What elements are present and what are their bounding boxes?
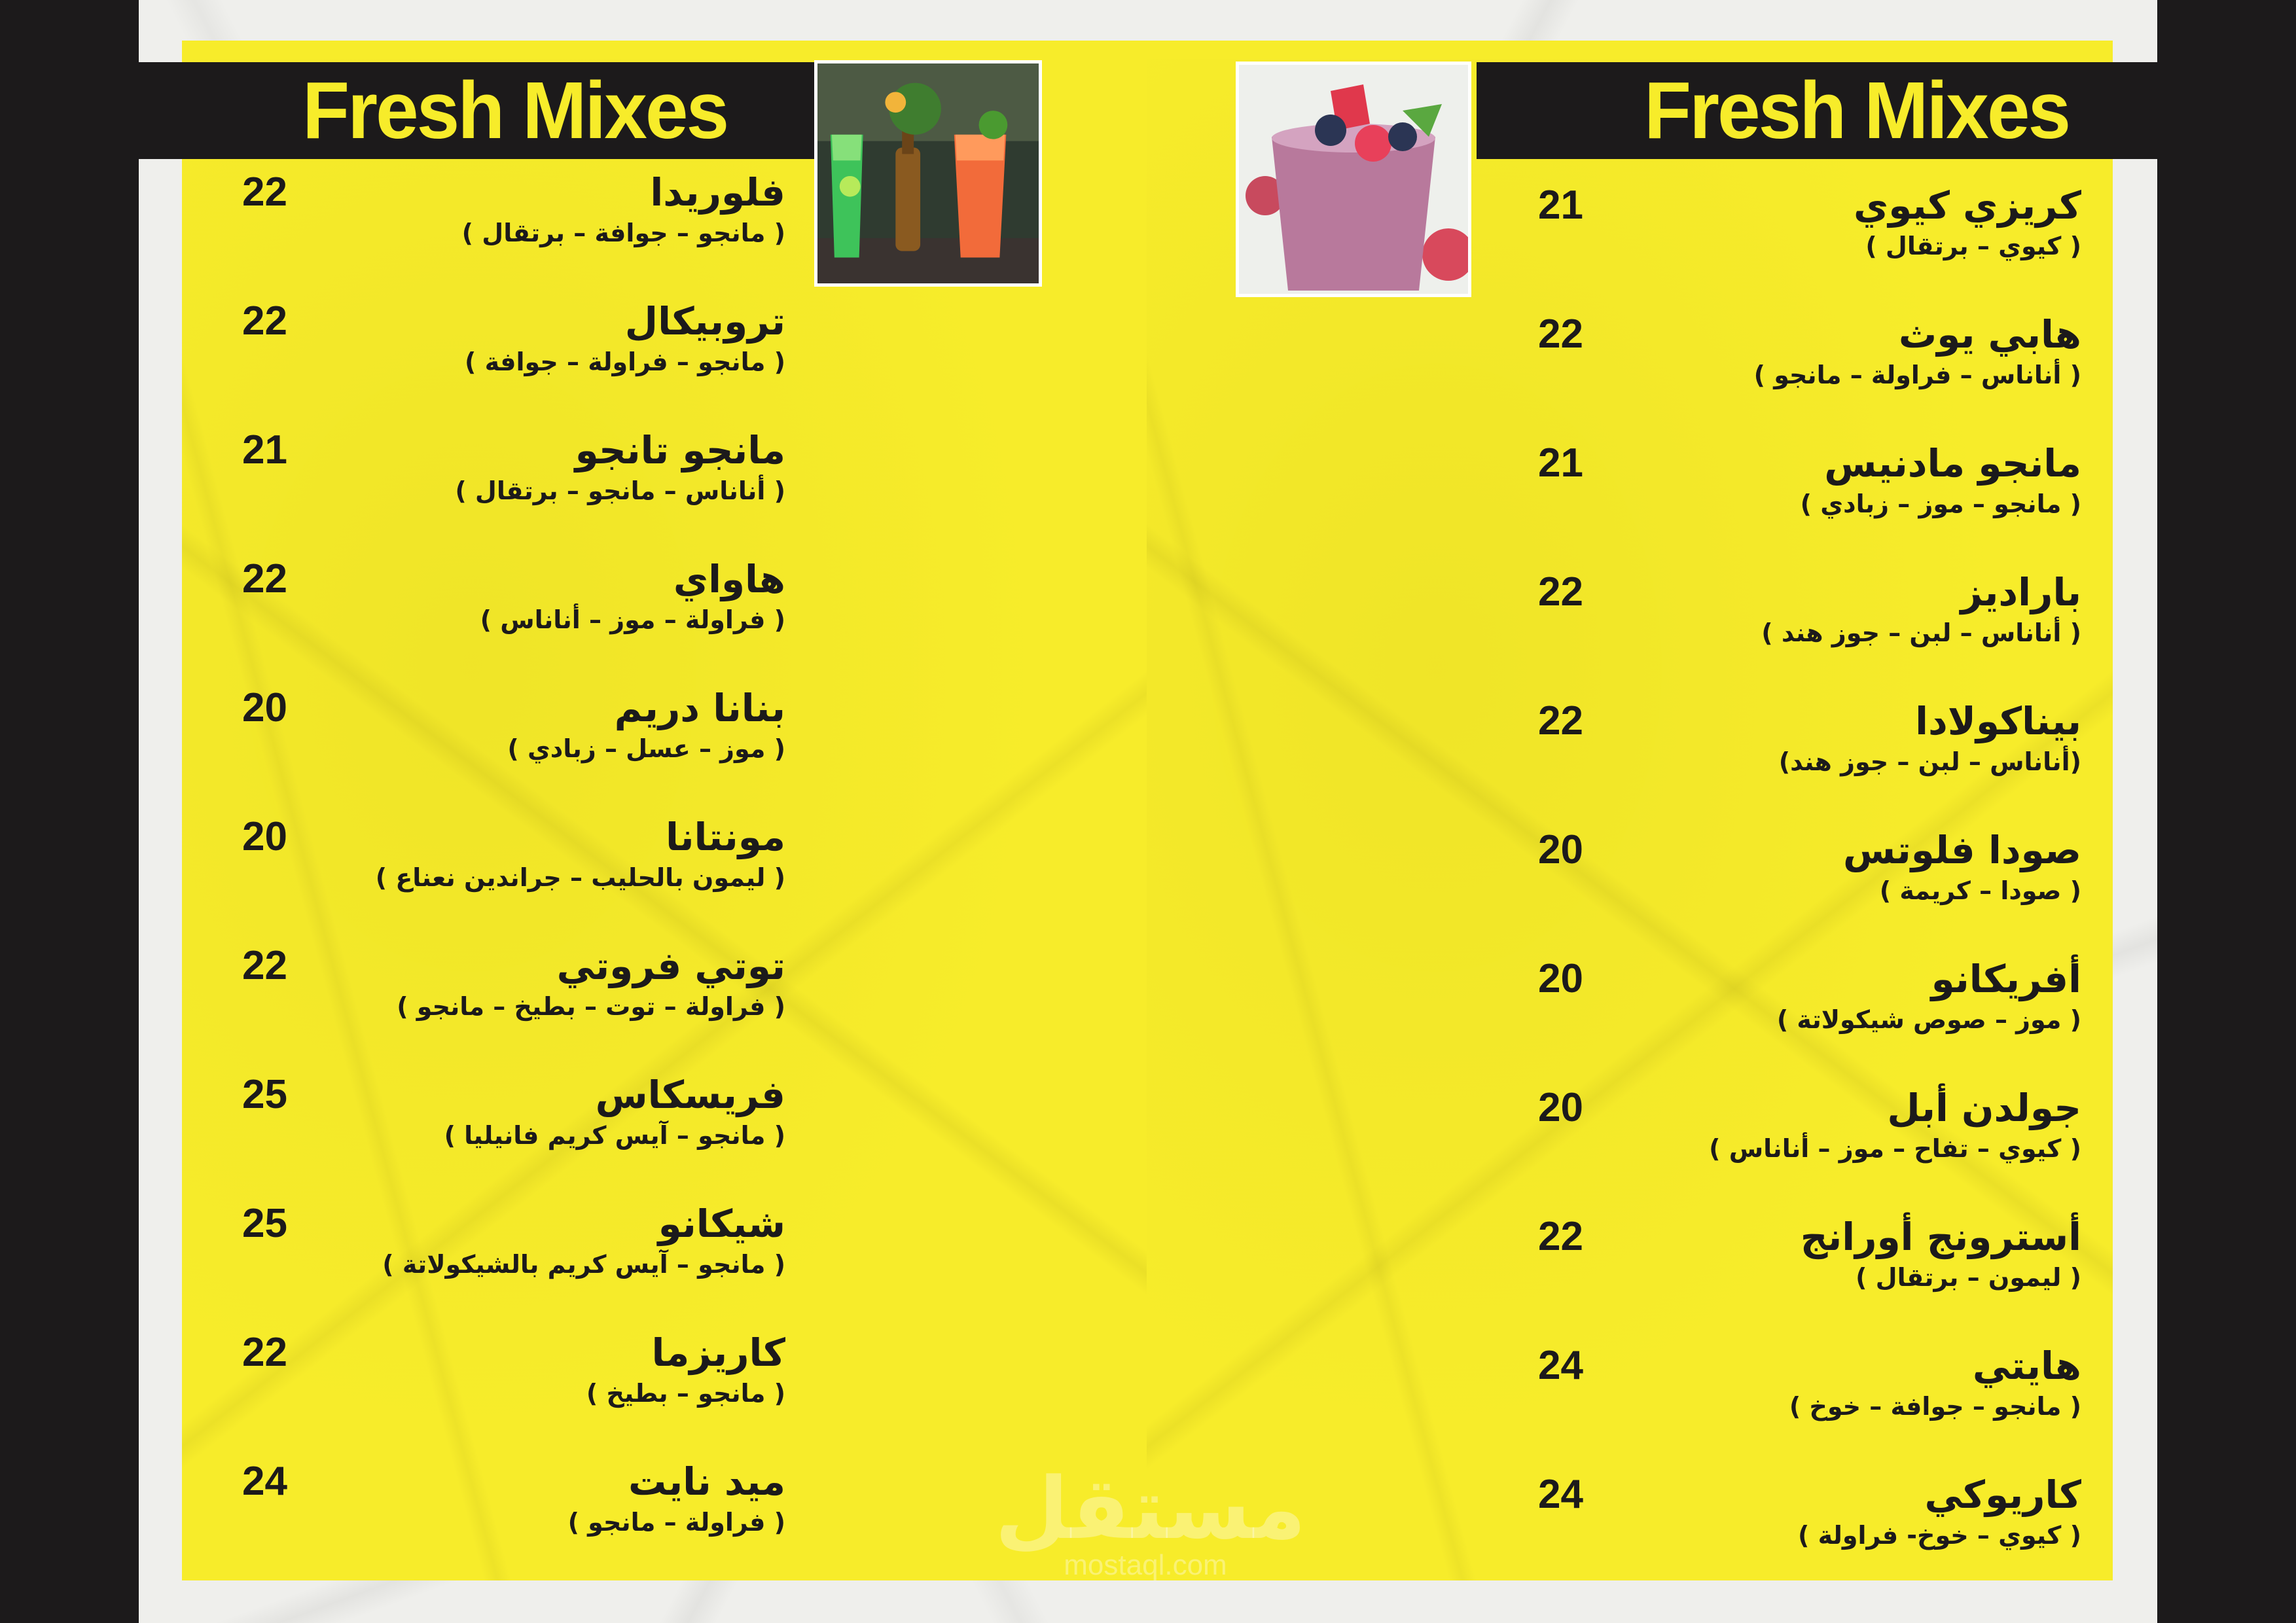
item-description: ( فراولة – موز – أناناس ) xyxy=(480,605,785,634)
item-name: أسترونج أورانج xyxy=(1800,1215,2081,1259)
drinks-photo xyxy=(814,60,1042,287)
menu-item xyxy=(223,1332,785,1417)
menu-item xyxy=(1518,571,2081,656)
item-description: ( مانجو – آيس كريم بالشيكولاتة ) xyxy=(382,1250,785,1279)
menu-item xyxy=(223,429,785,514)
item-price: 21 xyxy=(1538,183,1583,228)
right-header-bar xyxy=(1477,62,2157,159)
item-price: 22 xyxy=(1538,312,1583,357)
item-name: مونتانا xyxy=(665,815,785,859)
item-name: هاواي xyxy=(673,557,785,601)
item-name: كريزي كيوي xyxy=(1854,183,2081,228)
menu-item xyxy=(1518,185,2081,270)
item-description: ( كيوي – خوخ- فراولة ) xyxy=(1798,1521,2081,1550)
item-description: ( أناناس – فراولة – مانجو ) xyxy=(1753,361,2081,389)
item-price: 25 xyxy=(242,1072,287,1117)
item-name: تروبيكال xyxy=(624,299,785,344)
menu-item xyxy=(1518,313,2081,399)
left-header-bar xyxy=(139,62,816,159)
menu-item xyxy=(1518,1216,2081,1301)
item-price: 25 xyxy=(242,1201,287,1246)
item-name: فلوريدا xyxy=(650,170,785,215)
menu-item xyxy=(1518,1345,2081,1430)
berry-smoothie-photo xyxy=(1236,62,1471,297)
item-price: 22 xyxy=(242,1330,287,1375)
item-name: بيناكولادا xyxy=(1915,699,2081,743)
item-name: فريسكاس xyxy=(595,1073,785,1117)
item-name: جولدن أبل xyxy=(1887,1086,2081,1130)
top-yellow-strip xyxy=(182,41,2113,59)
item-description: ( مانجو – فراولة – جوافة ) xyxy=(464,348,785,376)
item-price: 21 xyxy=(242,427,287,473)
item-price: 20 xyxy=(1538,956,1583,1001)
item-description: ( مانجو – جوافة – خوخ ) xyxy=(1789,1392,2081,1421)
menu-item xyxy=(1518,829,2081,914)
menu-item xyxy=(223,687,785,772)
item-description: ( كيوي – تفاح – موز – أناناس ) xyxy=(1709,1134,2081,1163)
item-description: ( فراولة – توت – بطيخ – مانجو ) xyxy=(397,992,785,1021)
item-name: مانجو مادنيس xyxy=(1824,441,2081,486)
item-name: مانجو تانجو xyxy=(575,428,785,473)
item-name: هابي يوث xyxy=(1898,312,2081,357)
item-description: ( أناناس – مانجو – برتقال ) xyxy=(455,476,785,505)
menu-item xyxy=(223,1461,785,1546)
item-description: ( فراولة – مانجو ) xyxy=(567,1508,785,1537)
item-price: 20 xyxy=(242,814,287,859)
item-description: ( موز – صوص شيكولاتة ) xyxy=(1776,1005,2081,1034)
item-description: ( موز – عسل – زبادي ) xyxy=(507,734,785,763)
watermark-latin: mostaql.com xyxy=(1064,1549,1227,1581)
item-name: كاريزما xyxy=(651,1330,785,1375)
item-price: 24 xyxy=(242,1459,287,1504)
item-description: ( ليمون – برتقال ) xyxy=(1856,1263,2081,1292)
item-price: 20 xyxy=(1538,827,1583,872)
item-description: (أناناس – لبن – جوز هند) xyxy=(1778,747,2081,776)
menu-item xyxy=(223,171,785,257)
menu-item xyxy=(223,1203,785,1288)
item-name: بنانا دريم xyxy=(614,686,785,730)
item-price: 22 xyxy=(1538,698,1583,743)
watermark xyxy=(995,1459,1306,1584)
item-price: 22 xyxy=(1538,1214,1583,1259)
menu-item xyxy=(223,945,785,1030)
item-description: ( مانجو – جوافة – برتقال ) xyxy=(461,219,785,247)
item-description: ( أناناس – لبن – جوز هند ) xyxy=(1761,618,2081,647)
item-price: 22 xyxy=(242,298,287,344)
menu-item xyxy=(223,1074,785,1159)
menu-item xyxy=(1518,1474,2081,1559)
watermark-arabic: مستقل xyxy=(995,1459,1306,1558)
item-description: ( مانجو – بطيخ ) xyxy=(586,1379,785,1408)
item-price: 21 xyxy=(1538,440,1583,486)
menu-item xyxy=(223,558,785,643)
item-price: 20 xyxy=(242,685,287,730)
item-name: هايتي xyxy=(1972,1344,2081,1388)
item-description: ( كيوي – برتقال ) xyxy=(1865,232,2081,260)
item-price: 20 xyxy=(1538,1085,1583,1130)
menu-item xyxy=(1518,1087,2081,1172)
menu-item xyxy=(1518,958,2081,1043)
item-description: ( مانجو – موز – زبادي ) xyxy=(1800,490,2081,518)
item-name: باراديز xyxy=(1960,570,2081,615)
left-page-title: Fresh Mixes xyxy=(302,65,728,156)
item-name: صودا فلوتس xyxy=(1842,828,2081,872)
item-price: 22 xyxy=(242,169,287,215)
right-page-title: Fresh Mixes xyxy=(1644,65,2070,156)
menu-item xyxy=(223,300,785,385)
item-price: 22 xyxy=(242,556,287,601)
item-price: 24 xyxy=(1538,1472,1583,1517)
item-name: أفريكانو xyxy=(1931,957,2081,1001)
menu-item xyxy=(1518,442,2081,527)
item-name: كاريوكي xyxy=(1924,1472,2081,1517)
item-description: ( صودا – كريمة ) xyxy=(1879,876,2081,905)
item-description: ( ليمون بالحليب – جراندين نعناع ) xyxy=(375,863,785,892)
menu-item xyxy=(223,816,785,901)
item-name: توتي فروتي xyxy=(556,944,785,988)
item-price: 22 xyxy=(242,943,287,988)
item-name: شيكانو xyxy=(658,1202,785,1246)
item-price: 22 xyxy=(1538,569,1583,615)
item-price: 24 xyxy=(1538,1343,1583,1388)
item-description: ( مانجو – آيس كريم فانيليا ) xyxy=(444,1121,785,1150)
item-name: ميد نايت xyxy=(628,1459,785,1504)
menu-item xyxy=(1518,700,2081,785)
